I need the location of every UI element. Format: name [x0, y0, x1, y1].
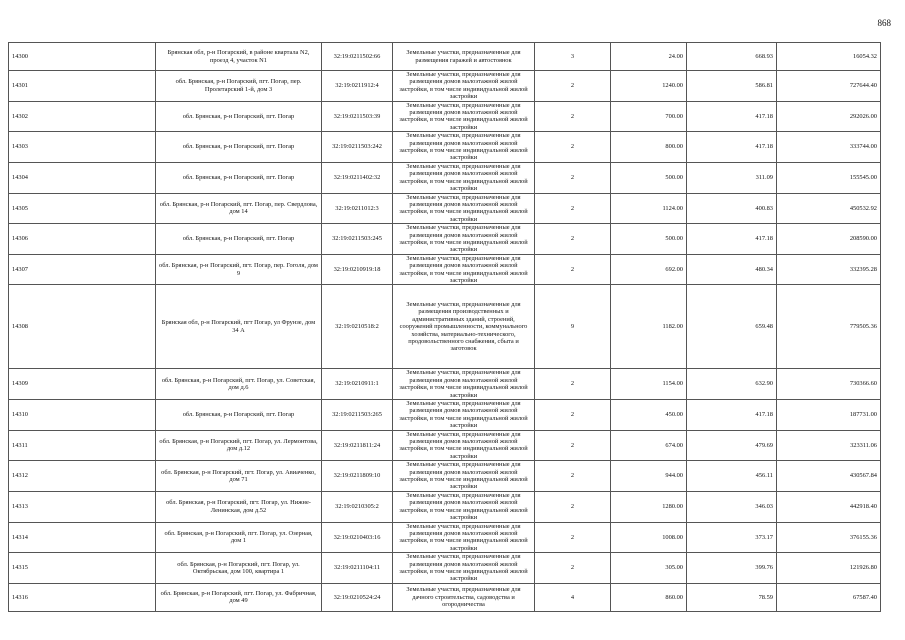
cadastral-value-cell: 450532.92	[777, 193, 881, 224]
land-valuation-table	[8, 42, 881, 612]
specific-value-cell: 417.18	[687, 224, 777, 255]
table-row	[9, 400, 881, 431]
record-number-cell: 14305	[9, 193, 156, 224]
cadastral-number-cell: 32:19:0211503:39	[322, 101, 393, 132]
cadastral-number-cell: 32:19:0210305:2	[322, 491, 393, 522]
cadastral-number-cell: 32:19:0211912:4	[322, 71, 393, 102]
land-use-cell: Земельные участки, предназначенные для дачного строительства, садоводства и огородничества	[393, 583, 535, 611]
area-cell: 1240.00	[611, 71, 687, 102]
use-category-cell: 2	[535, 491, 611, 522]
cadastral-number-cell: 32:19:0211012:3	[322, 193, 393, 224]
cadastral-value-cell: 67587.40	[777, 583, 881, 611]
specific-value-cell: 400.83	[687, 193, 777, 224]
cadastral-value-cell: 333744.00	[777, 132, 881, 163]
cadastral-value-cell: 121926.80	[777, 553, 881, 584]
table-row	[9, 132, 881, 163]
area-cell: 860.00	[611, 583, 687, 611]
area-cell: 1124.00	[611, 193, 687, 224]
record-number-cell: 14301	[9, 71, 156, 102]
land-use-cell: Земельные участки, предназначенные для размещения домов малоэтажной жилой застройки, в том числе индивидуальной жилой застройки	[393, 224, 535, 255]
use-category-cell: 2	[535, 132, 611, 163]
cadastral-value-cell: 727644.40	[777, 71, 881, 102]
table-body	[9, 43, 881, 612]
land-use-cell: Земельные участки, предназначенные для размещения домов малоэтажной жилой застройки, в том числе индивидуальной жилой застройки	[393, 400, 535, 431]
use-category-cell: 2	[535, 224, 611, 255]
land-use-cell: Земельные участки, предназначенные для размещения домов малоэтажной жилой застройки, в том числе индивидуальной жилой застройки	[393, 461, 535, 492]
specific-value-cell: 417.18	[687, 101, 777, 132]
specific-value-cell: 399.76	[687, 553, 777, 584]
specific-value-cell: 78.59	[687, 583, 777, 611]
area-cell: 800.00	[611, 132, 687, 163]
table-row	[9, 162, 881, 193]
record-number-cell: 14307	[9, 254, 156, 285]
record-number-cell: 14309	[9, 369, 156, 400]
land-use-cell: Земельные участки, предназначенные для размещения домов малоэтажной жилой застройки, в том числе индивидуальной жилой застройки	[393, 491, 535, 522]
land-use-cell: Земельные участки, предназначенные для размещения домов малоэтажной жилой застройки, в том числе индивидуальной жилой застройки	[393, 369, 535, 400]
land-use-cell: Земельные участки, предназначенные для размещения домов малоэтажной жилой застройки, в том числе индивидуальной жилой застройки	[393, 162, 535, 193]
cadastral-number-cell: 32:19:0210524:24	[322, 583, 393, 611]
specific-value-cell: 311.09	[687, 162, 777, 193]
use-category-cell: 9	[535, 285, 611, 369]
table-row	[9, 193, 881, 224]
address-cell: обл. Брянская, р-н Погарский, пгт. Погар, ул. Нижне-Ленинская, дом д.52	[156, 491, 322, 522]
record-number-cell: 14302	[9, 101, 156, 132]
table-row	[9, 553, 881, 584]
address-cell: обл. Брянская, р-н Погарский, пгт. Погар, ул. Октябрьская, дом 100, квартира 1	[156, 553, 322, 584]
record-number-cell: 14304	[9, 162, 156, 193]
record-number-cell: 14308	[9, 285, 156, 369]
address-cell: обл. Брянская, р-н Погарский, пгт. Погар	[156, 162, 322, 193]
record-number-cell: 14315	[9, 553, 156, 584]
land-use-cell: Земельные участки, предназначенные для размещения домов малоэтажной жилой застройки, в том числе индивидуальной жилой застройки	[393, 101, 535, 132]
specific-value-cell: 586.81	[687, 71, 777, 102]
area-cell: 24.00	[611, 43, 687, 71]
table-row	[9, 285, 881, 369]
cadastral-value-cell: 332395.28	[777, 254, 881, 285]
area-cell: 1280.00	[611, 491, 687, 522]
specific-value-cell: 668.93	[687, 43, 777, 71]
table-row	[9, 43, 881, 71]
table-row	[9, 254, 881, 285]
cadastral-value-cell: 292026.00	[777, 101, 881, 132]
record-number-cell: 14312	[9, 461, 156, 492]
address-cell: обл. Брянская, р-н Погарский, пгт. Погар, ул. Авиаченко, дом 71	[156, 461, 322, 492]
cadastral-number-cell: 32:19:0210403:16	[322, 522, 393, 553]
land-use-cell: Земельные участки, предназначенные для размещения производственных и административных зданий, строений, сооружений промышленности, коммунального хозяйства, материально-технического, продовольственного снабжения, сбыта и заготовок	[393, 285, 535, 369]
table-row	[9, 101, 881, 132]
address-cell: Брянская обл, р-н Погарский, пгт Погар, ул Фрунзе, дом 34 А	[156, 285, 322, 369]
address-cell: обл. Брянская, р-н Погарский, пгт. Погар	[156, 400, 322, 431]
cadastral-value-cell: 187731.00	[777, 400, 881, 431]
land-use-cell: Земельные участки, предназначенные для размещения домов малоэтажной жилой застройки, в том числе индивидуальной жилой застройки	[393, 132, 535, 163]
table-row	[9, 71, 881, 102]
cadastral-value-cell: 430567.84	[777, 461, 881, 492]
use-category-cell: 2	[535, 553, 611, 584]
table-row	[9, 224, 881, 255]
specific-value-cell: 373.17	[687, 522, 777, 553]
use-category-cell: 2	[535, 430, 611, 461]
specific-value-cell: 417.18	[687, 132, 777, 163]
table-row	[9, 430, 881, 461]
cadastral-number-cell: 32:19:0211104:11	[322, 553, 393, 584]
area-cell: 450.00	[611, 400, 687, 431]
address-cell: обл. Брянская, р-н Погарский, пгт. Погар, ул. Лермонтова, дом д.12	[156, 430, 322, 461]
land-use-cell: Земельные участки, предназначенные для размещения домов малоэтажной жилой застройки, в том числе индивидуальной жилой застройки	[393, 522, 535, 553]
specific-value-cell: 480.34	[687, 254, 777, 285]
cadastral-value-cell: 16054.32	[777, 43, 881, 71]
cadastral-number-cell: 32:19:0211502:66	[322, 43, 393, 71]
address-cell: обл. Брянская, р-н Погарский, пгт. Погар	[156, 101, 322, 132]
specific-value-cell: 479.69	[687, 430, 777, 461]
area-cell: 500.00	[611, 162, 687, 193]
use-category-cell: 2	[535, 369, 611, 400]
use-category-cell: 4	[535, 583, 611, 611]
specific-value-cell: 659.48	[687, 285, 777, 369]
cadastral-value-cell: 730366.60	[777, 369, 881, 400]
cadastral-number-cell: 32:19:0211503:265	[322, 400, 393, 431]
use-category-cell: 2	[535, 461, 611, 492]
page-number: 868	[877, 18, 891, 28]
use-category-cell: 2	[535, 162, 611, 193]
record-number-cell: 14306	[9, 224, 156, 255]
use-category-cell: 2	[535, 193, 611, 224]
land-use-cell: Земельные участки, предназначенные для размещения домов малоэтажной жилой застройки, в том числе индивидуальной жилой застройки	[393, 254, 535, 285]
cadastral-value-cell: 376155.36	[777, 522, 881, 553]
land-use-cell: Земельные участки, предназначенные для размещения домов малоэтажной жилой застройки, в том числе индивидуальной жилой застройки	[393, 71, 535, 102]
cadastral-number-cell: 32:19:0211811:24	[322, 430, 393, 461]
area-cell: 700.00	[611, 101, 687, 132]
address-cell: обл. Брянская, р-н Погарский, пгт. Погар	[156, 224, 322, 255]
address-cell: обл. Брянская, р-н Погарский, пгт. Погар	[156, 132, 322, 163]
use-category-cell: 2	[535, 522, 611, 553]
cadastral-number-cell: 32:19:0211809:10	[322, 461, 393, 492]
use-category-cell: 2	[535, 71, 611, 102]
cadastral-value-cell: 323311.06	[777, 430, 881, 461]
cadastral-value-cell: 208590.00	[777, 224, 881, 255]
cadastral-number-cell: 32:19:0210911:1	[322, 369, 393, 400]
area-cell: 1008.00	[611, 522, 687, 553]
use-category-cell: 2	[535, 254, 611, 285]
cadastral-value-cell: 779505.36	[777, 285, 881, 369]
table-row	[9, 522, 881, 553]
area-cell: 500.00	[611, 224, 687, 255]
address-cell: обл. Брянская, р-н Погарский, пгт. Погар, ул. Советская, дом д.6	[156, 369, 322, 400]
specific-value-cell: 417.18	[687, 400, 777, 431]
cadastral-number-cell: 32:19:0210518:2	[322, 285, 393, 369]
address-cell: обл. Брянская, р-н Погарский, пгт. Погар, ул. Фабричная, дом 49	[156, 583, 322, 611]
land-use-cell: Земельные участки, предназначенные для размещения домов малоэтажной жилой застройки, в том числе индивидуальной жилой застройки	[393, 553, 535, 584]
cadastral-number-cell: 32:19:0211503:245	[322, 224, 393, 255]
record-number-cell: 14316	[9, 583, 156, 611]
area-cell: 674.00	[611, 430, 687, 461]
cadastral-number-cell: 32:19:0211503:242	[322, 132, 393, 163]
address-cell: обл. Брянская, р-н Погарский, пгт. Погар, пер. Пролетарский 1-й, дом 3	[156, 71, 322, 102]
land-use-cell: Земельные участки, предназначенные для размещения домов малоэтажной жилой застройки, в том числе индивидуальной жилой застройки	[393, 430, 535, 461]
table-row	[9, 461, 881, 492]
record-number-cell: 14314	[9, 522, 156, 553]
specific-value-cell: 346.03	[687, 491, 777, 522]
specific-value-cell: 632.90	[687, 369, 777, 400]
table-row	[9, 583, 881, 611]
address-cell: обл. Брянская, р-н Погарский, пгт. Погар, пер. Гоголя, дом 9	[156, 254, 322, 285]
area-cell: 944.00	[611, 461, 687, 492]
specific-value-cell: 456.11	[687, 461, 777, 492]
cadastral-number-cell: 32:19:0210919:18	[322, 254, 393, 285]
table-row	[9, 491, 881, 522]
area-cell: 1182.00	[611, 285, 687, 369]
record-number-cell: 14311	[9, 430, 156, 461]
record-number-cell: 14313	[9, 491, 156, 522]
record-number-cell: 14303	[9, 132, 156, 163]
cadastral-number-cell: 32:19:0211402:32	[322, 162, 393, 193]
land-use-cell: Земельные участки, предназначенные для размещения домов малоэтажной жилой застройки, в том числе индивидуальной жилой застройки	[393, 193, 535, 224]
record-number-cell: 14310	[9, 400, 156, 431]
area-cell: 305.00	[611, 553, 687, 584]
cadastral-value-cell: 442918.40	[777, 491, 881, 522]
area-cell: 692.00	[611, 254, 687, 285]
record-number-cell: 14300	[9, 43, 156, 71]
address-cell: обл. Брянская, р-н Погарский, пгт. Погар, пер. Свердлова, дом 14	[156, 193, 322, 224]
address-cell: Брянская обл, р-н Погарский, в районе квартала N2, проезд 4, участок N1	[156, 43, 322, 71]
area-cell: 1154.00	[611, 369, 687, 400]
land-use-cell: Земельные участки, предназначенные для размещения гаражей и автостоянок	[393, 43, 535, 71]
cadastral-value-cell: 155545.00	[777, 162, 881, 193]
address-cell: обл. Брянская, р-н Погарский, пгт. Погар, ул. Озерная, дом 1	[156, 522, 322, 553]
use-category-cell: 2	[535, 400, 611, 431]
table-row	[9, 369, 881, 400]
use-category-cell: 2	[535, 101, 611, 132]
use-category-cell: 3	[535, 43, 611, 71]
